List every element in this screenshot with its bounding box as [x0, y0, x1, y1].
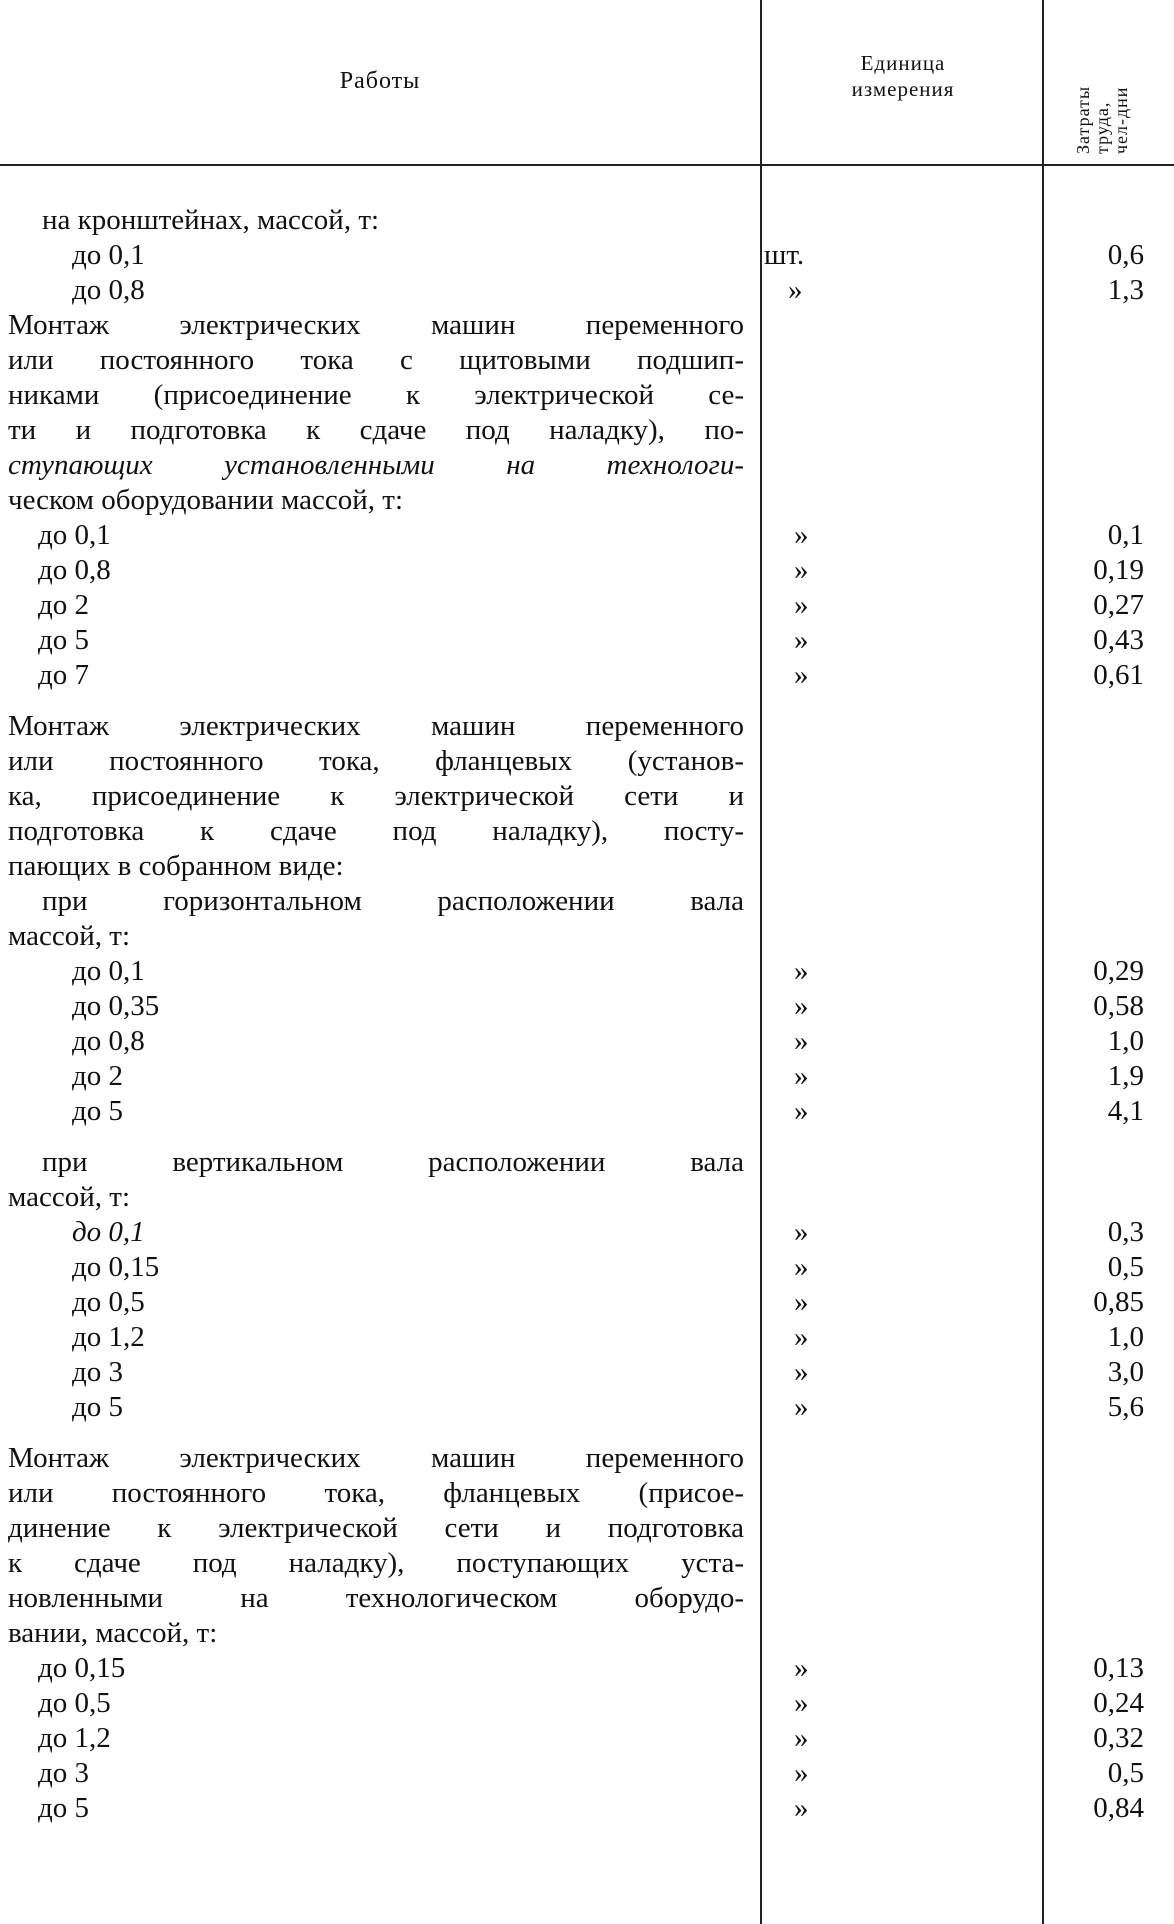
- table-row: до 0,1: [72, 1216, 145, 1248]
- table-row: вании, массой, т:: [8, 1617, 218, 1649]
- value-cell: 0,85: [1093, 1286, 1144, 1318]
- header-unit-line2: измерения: [851, 77, 955, 101]
- unit-cell: »: [794, 1095, 809, 1127]
- header-works: Работы: [339, 68, 421, 94]
- unit-cell: »: [788, 274, 803, 306]
- value-cell: 4,1: [1107, 1095, 1144, 1127]
- unit-cell: »: [794, 1356, 809, 1388]
- table-row: ти и подготовка к сдаче под наладку), по-: [8, 414, 744, 446]
- table-row: до 5: [38, 624, 90, 656]
- unit-cell: »: [794, 624, 809, 656]
- table-row: до 0,8: [72, 1025, 145, 1057]
- value-cell: 1,9: [1107, 1060, 1144, 1092]
- unit-cell: »: [794, 1216, 809, 1248]
- header-labor-line2: труда,: [1092, 101, 1112, 154]
- header-unit: [764, 50, 1042, 102]
- value-cell: 0,29: [1093, 955, 1144, 987]
- column-divider-left: [760, 0, 762, 1924]
- value-cell: 0,5: [1107, 1251, 1144, 1283]
- unit-cell: »: [794, 955, 809, 987]
- value-cell: 0,3: [1107, 1216, 1144, 1248]
- table-row: до 5: [72, 1391, 124, 1423]
- table-row: до 3: [72, 1356, 124, 1388]
- table-row: до 0,5: [72, 1286, 145, 1318]
- table-row: до 2: [38, 589, 90, 621]
- unit-cell: »: [794, 1025, 809, 1057]
- table-row: Монтаж электрических машин переменного: [8, 710, 744, 742]
- unit-cell: »: [794, 990, 809, 1022]
- value-cell: 1,0: [1107, 1321, 1144, 1353]
- value-cell: 0,32: [1093, 1722, 1144, 1754]
- unit-column: [764, 203, 864, 1826]
- header-unit-line1: Единица: [860, 51, 946, 75]
- table-row: динение к электрической сети и подготовка: [8, 1512, 744, 1544]
- table-row: до 1,2: [72, 1321, 145, 1353]
- table-row: до 1,2: [38, 1722, 111, 1754]
- unit-cell: »: [794, 1652, 809, 1684]
- unit-cell: »: [794, 1391, 809, 1423]
- table-row: или постоянного тока, фланцевых (установ-: [8, 745, 744, 777]
- value-cell: 0,58: [1093, 990, 1144, 1022]
- header-labor-line3: чел-дни: [1111, 86, 1131, 154]
- unit-cell: »: [794, 1792, 809, 1824]
- table-row: до 5: [38, 1792, 90, 1824]
- table-row: до 2: [72, 1060, 124, 1092]
- labor-column: [1046, 203, 1166, 1826]
- value-cell: 0,6: [1107, 239, 1144, 271]
- table-row: до 0,1: [72, 239, 145, 271]
- header-labor-line1: Затраты: [1073, 85, 1093, 154]
- table-row: ческом оборудовании массой, т:: [8, 484, 404, 516]
- table-row: при вертикальном расположении вала: [42, 1146, 744, 1178]
- table-row: массой, т:: [8, 1181, 131, 1213]
- table-row: или постоянного тока с щитовыми подшип-: [8, 344, 744, 376]
- table-row: ка, присоединение к электрической сети и: [8, 780, 744, 812]
- table-row: до 0,15: [38, 1652, 126, 1684]
- table-row: подготовка к сдаче под наладку), посту-: [8, 815, 744, 847]
- value-cell: 0,43: [1093, 624, 1144, 656]
- column-divider-right: [1042, 0, 1044, 1924]
- table-row: до 0,8: [38, 554, 111, 586]
- value-cell: 0,61: [1093, 659, 1144, 691]
- unit-cell: »: [794, 554, 809, 586]
- unit-cell: »: [794, 659, 809, 691]
- value-cell: 1,3: [1107, 274, 1144, 306]
- table-row: ступающих установленными на технологи-: [8, 449, 744, 481]
- table-row: или постоянного тока, фланцевых (присое-: [8, 1477, 744, 1509]
- table-row: на кронштейнах, массой, т:: [42, 204, 380, 236]
- unit-cell: »: [794, 1321, 809, 1353]
- table-row: массой, т:: [8, 920, 131, 952]
- table-row: до 0,5: [38, 1687, 111, 1719]
- table-row: Монтаж электрических машин переменного: [8, 1442, 744, 1474]
- unit-cell: »: [794, 1757, 809, 1789]
- unit-cell: »: [794, 1286, 809, 1318]
- table-row: никами (присоединение к электрической се-: [8, 379, 744, 411]
- value-cell: 0,24: [1093, 1687, 1144, 1719]
- table-row: Монтаж электрических машин переменного: [8, 309, 744, 341]
- value-cell: 0,27: [1093, 589, 1144, 621]
- unit-cell: »: [794, 519, 809, 551]
- unit-cell: »: [794, 589, 809, 621]
- header-labor: [1046, 36, 1166, 162]
- table-row: до 3: [38, 1757, 90, 1789]
- table-row: до 0,8: [72, 274, 145, 306]
- value-cell: 3,0: [1107, 1356, 1144, 1388]
- table-row: новленными на технологическом оборудо-: [8, 1582, 744, 1614]
- table-row: до 0,1: [38, 519, 111, 551]
- table-row: при горизонтальном расположении вала: [42, 885, 744, 917]
- works-column: [8, 203, 744, 1826]
- unit-cell: шт.: [764, 239, 805, 271]
- unit-cell: »: [794, 1687, 809, 1719]
- table-row: пающих в собранном виде:: [8, 850, 344, 882]
- table-row: до 0,35: [72, 990, 160, 1022]
- table-row: до 0,15: [72, 1251, 160, 1283]
- value-cell: 0,13: [1093, 1652, 1144, 1684]
- value-cell: 5,6: [1107, 1391, 1144, 1423]
- unit-cell: »: [794, 1251, 809, 1283]
- value-cell: 0,5: [1107, 1757, 1144, 1789]
- table-row: до 0,1: [72, 955, 145, 987]
- table-row: до 5: [72, 1095, 124, 1127]
- table-row: до 7: [38, 659, 90, 691]
- value-cell: 1,0: [1107, 1025, 1144, 1057]
- table-row: к сдаче под наладку), поступающих уста-: [8, 1547, 744, 1579]
- unit-cell: »: [794, 1060, 809, 1092]
- value-cell: 0,84: [1093, 1792, 1144, 1824]
- value-cell: 0,19: [1093, 554, 1144, 586]
- value-cell: 0,1: [1107, 519, 1144, 551]
- header-rule: [0, 164, 1174, 166]
- unit-cell: »: [794, 1722, 809, 1754]
